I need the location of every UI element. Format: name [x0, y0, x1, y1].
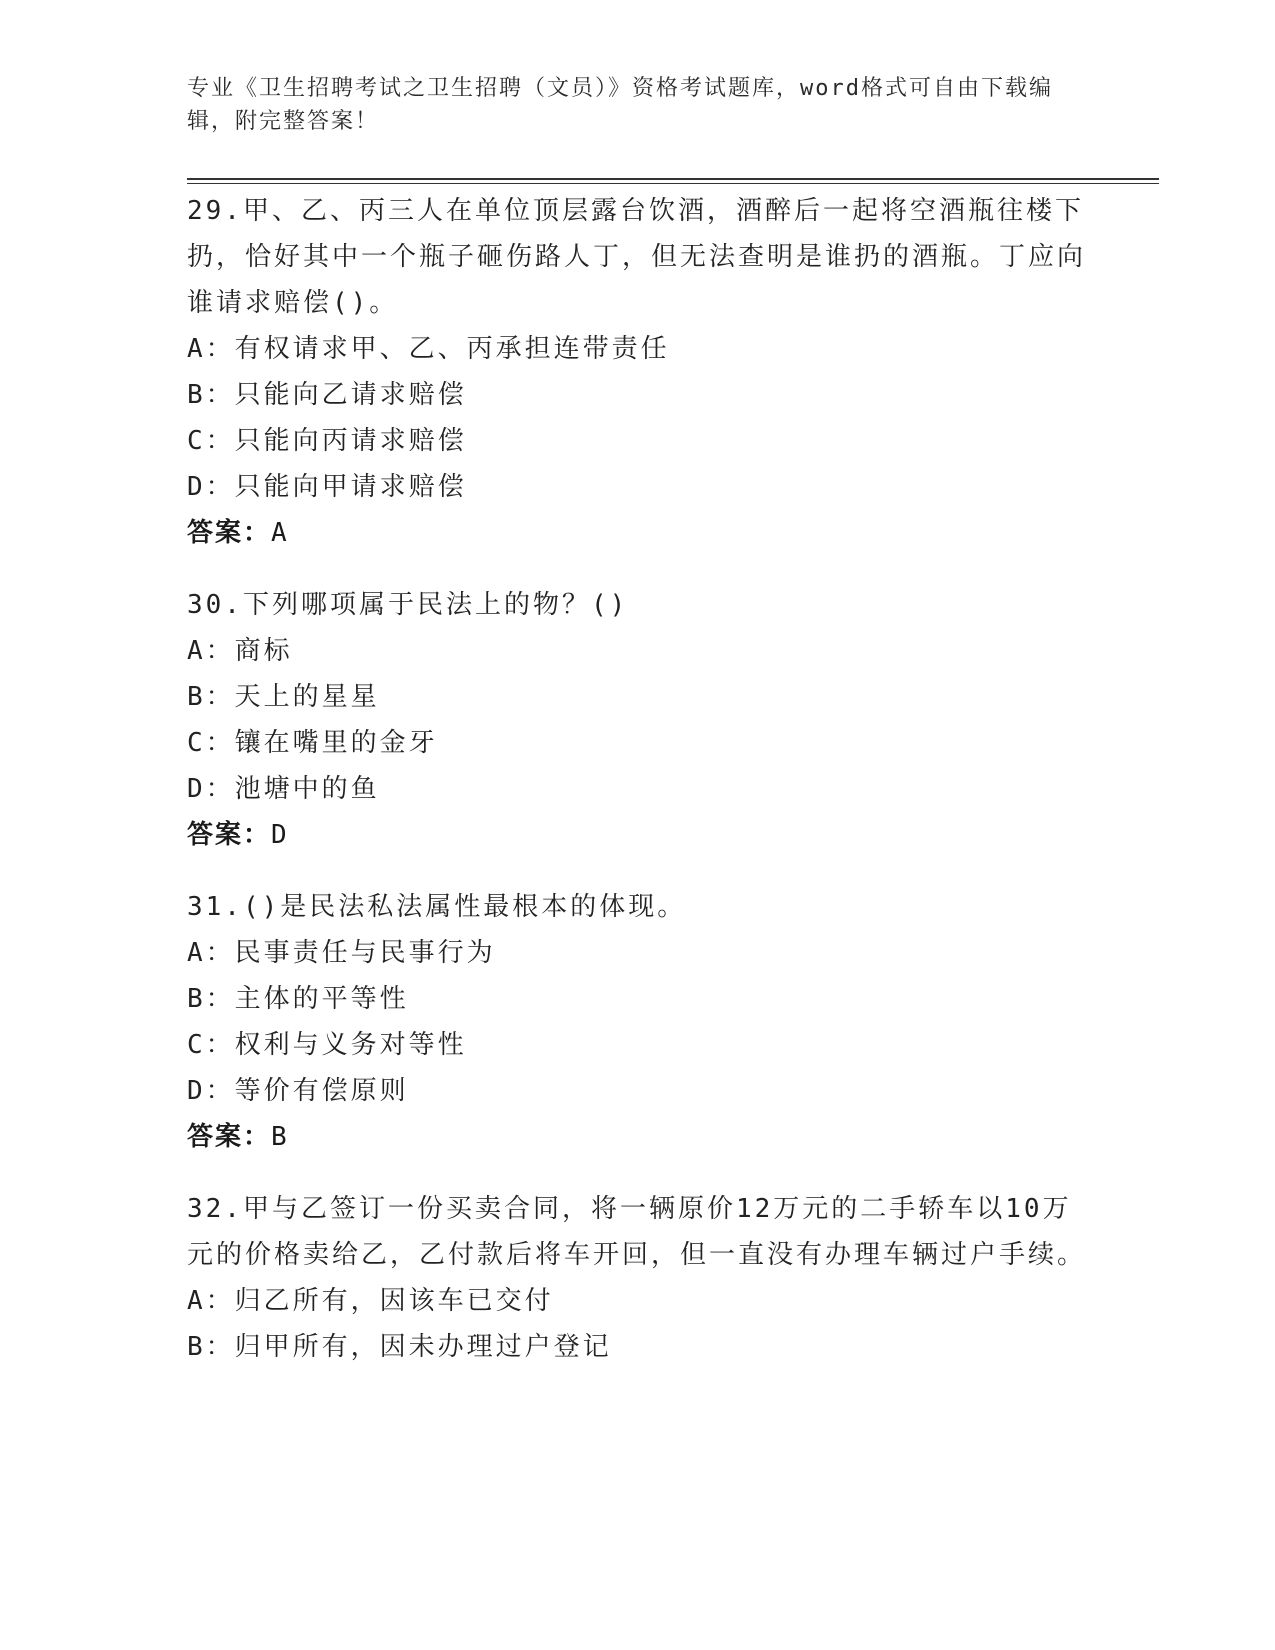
option-c: C：权利与义务对等性 [187, 1030, 467, 1060]
option-c: C：镶在嘴里的金牙 [187, 728, 438, 758]
option-b: B：天上的星星 [187, 682, 380, 712]
document-header: 专业《卫生招聘考试之卫生招聘（文员）》资格考试题库，word格式可自由下载编辑，附完整答案！ [187, 76, 1053, 134]
option-d: D：等价有偿原则 [187, 1076, 409, 1106]
answer-value: A [271, 518, 289, 548]
option-d: D：只能向甲请求赔偿 [187, 472, 467, 502]
answer-label: 答案： [187, 518, 272, 548]
option-d: D：池塘中的鱼 [187, 774, 380, 804]
header-divider-thin [187, 183, 1159, 184]
header-divider-thick [187, 178, 1159, 180]
option-b: B：只能向乙请求赔偿 [187, 380, 467, 410]
question-list [187, 188, 1087, 1396]
option-a: A：商标 [187, 636, 293, 666]
question-stem: 29.甲、乙、丙三人在单位顶层露台饮酒，酒醉后一起将空酒瓶往楼下扔，恰好其中一个瓶子砸伤路人丁，但无法查明是谁扔的酒瓶。丁应向谁请求赔偿()。 [187, 196, 1087, 318]
answer-line [187, 1114, 1087, 1160]
option-a: A：民事责任与民事行为 [187, 938, 496, 968]
question-stem: 32.甲与乙签订一份买卖合同，将一辆原价12万元的二手轿车以10万元的价格卖给乙，乙付款后将车开回，但一直没有办理车辆过户手续。 [187, 1194, 1087, 1270]
option-c: C：只能向丙请求赔偿 [187, 426, 467, 456]
option-a: A：归乙所有，因该车已交付 [187, 1286, 554, 1316]
question-31 [187, 884, 1087, 1160]
answer-label: 答案： [187, 1122, 272, 1152]
question-30 [187, 582, 1087, 858]
question-29 [187, 188, 1087, 556]
answer-line [187, 510, 1087, 556]
answer-label: 答案： [187, 820, 272, 850]
answer-value: D [271, 820, 289, 850]
option-b: B：主体的平等性 [187, 984, 409, 1014]
question-32 [187, 1186, 1087, 1370]
option-a: A：有权请求甲、乙、丙承担连带责任 [187, 334, 670, 364]
answer-value: B [271, 1122, 289, 1152]
answer-line [187, 812, 1087, 858]
question-stem: 31.()是民法私法属性最根本的体现。 [187, 892, 687, 922]
question-stem: 30.下列哪项属于民法上的物？() [187, 590, 629, 620]
option-b: B：归甲所有，因未办理过户登记 [187, 1332, 612, 1362]
